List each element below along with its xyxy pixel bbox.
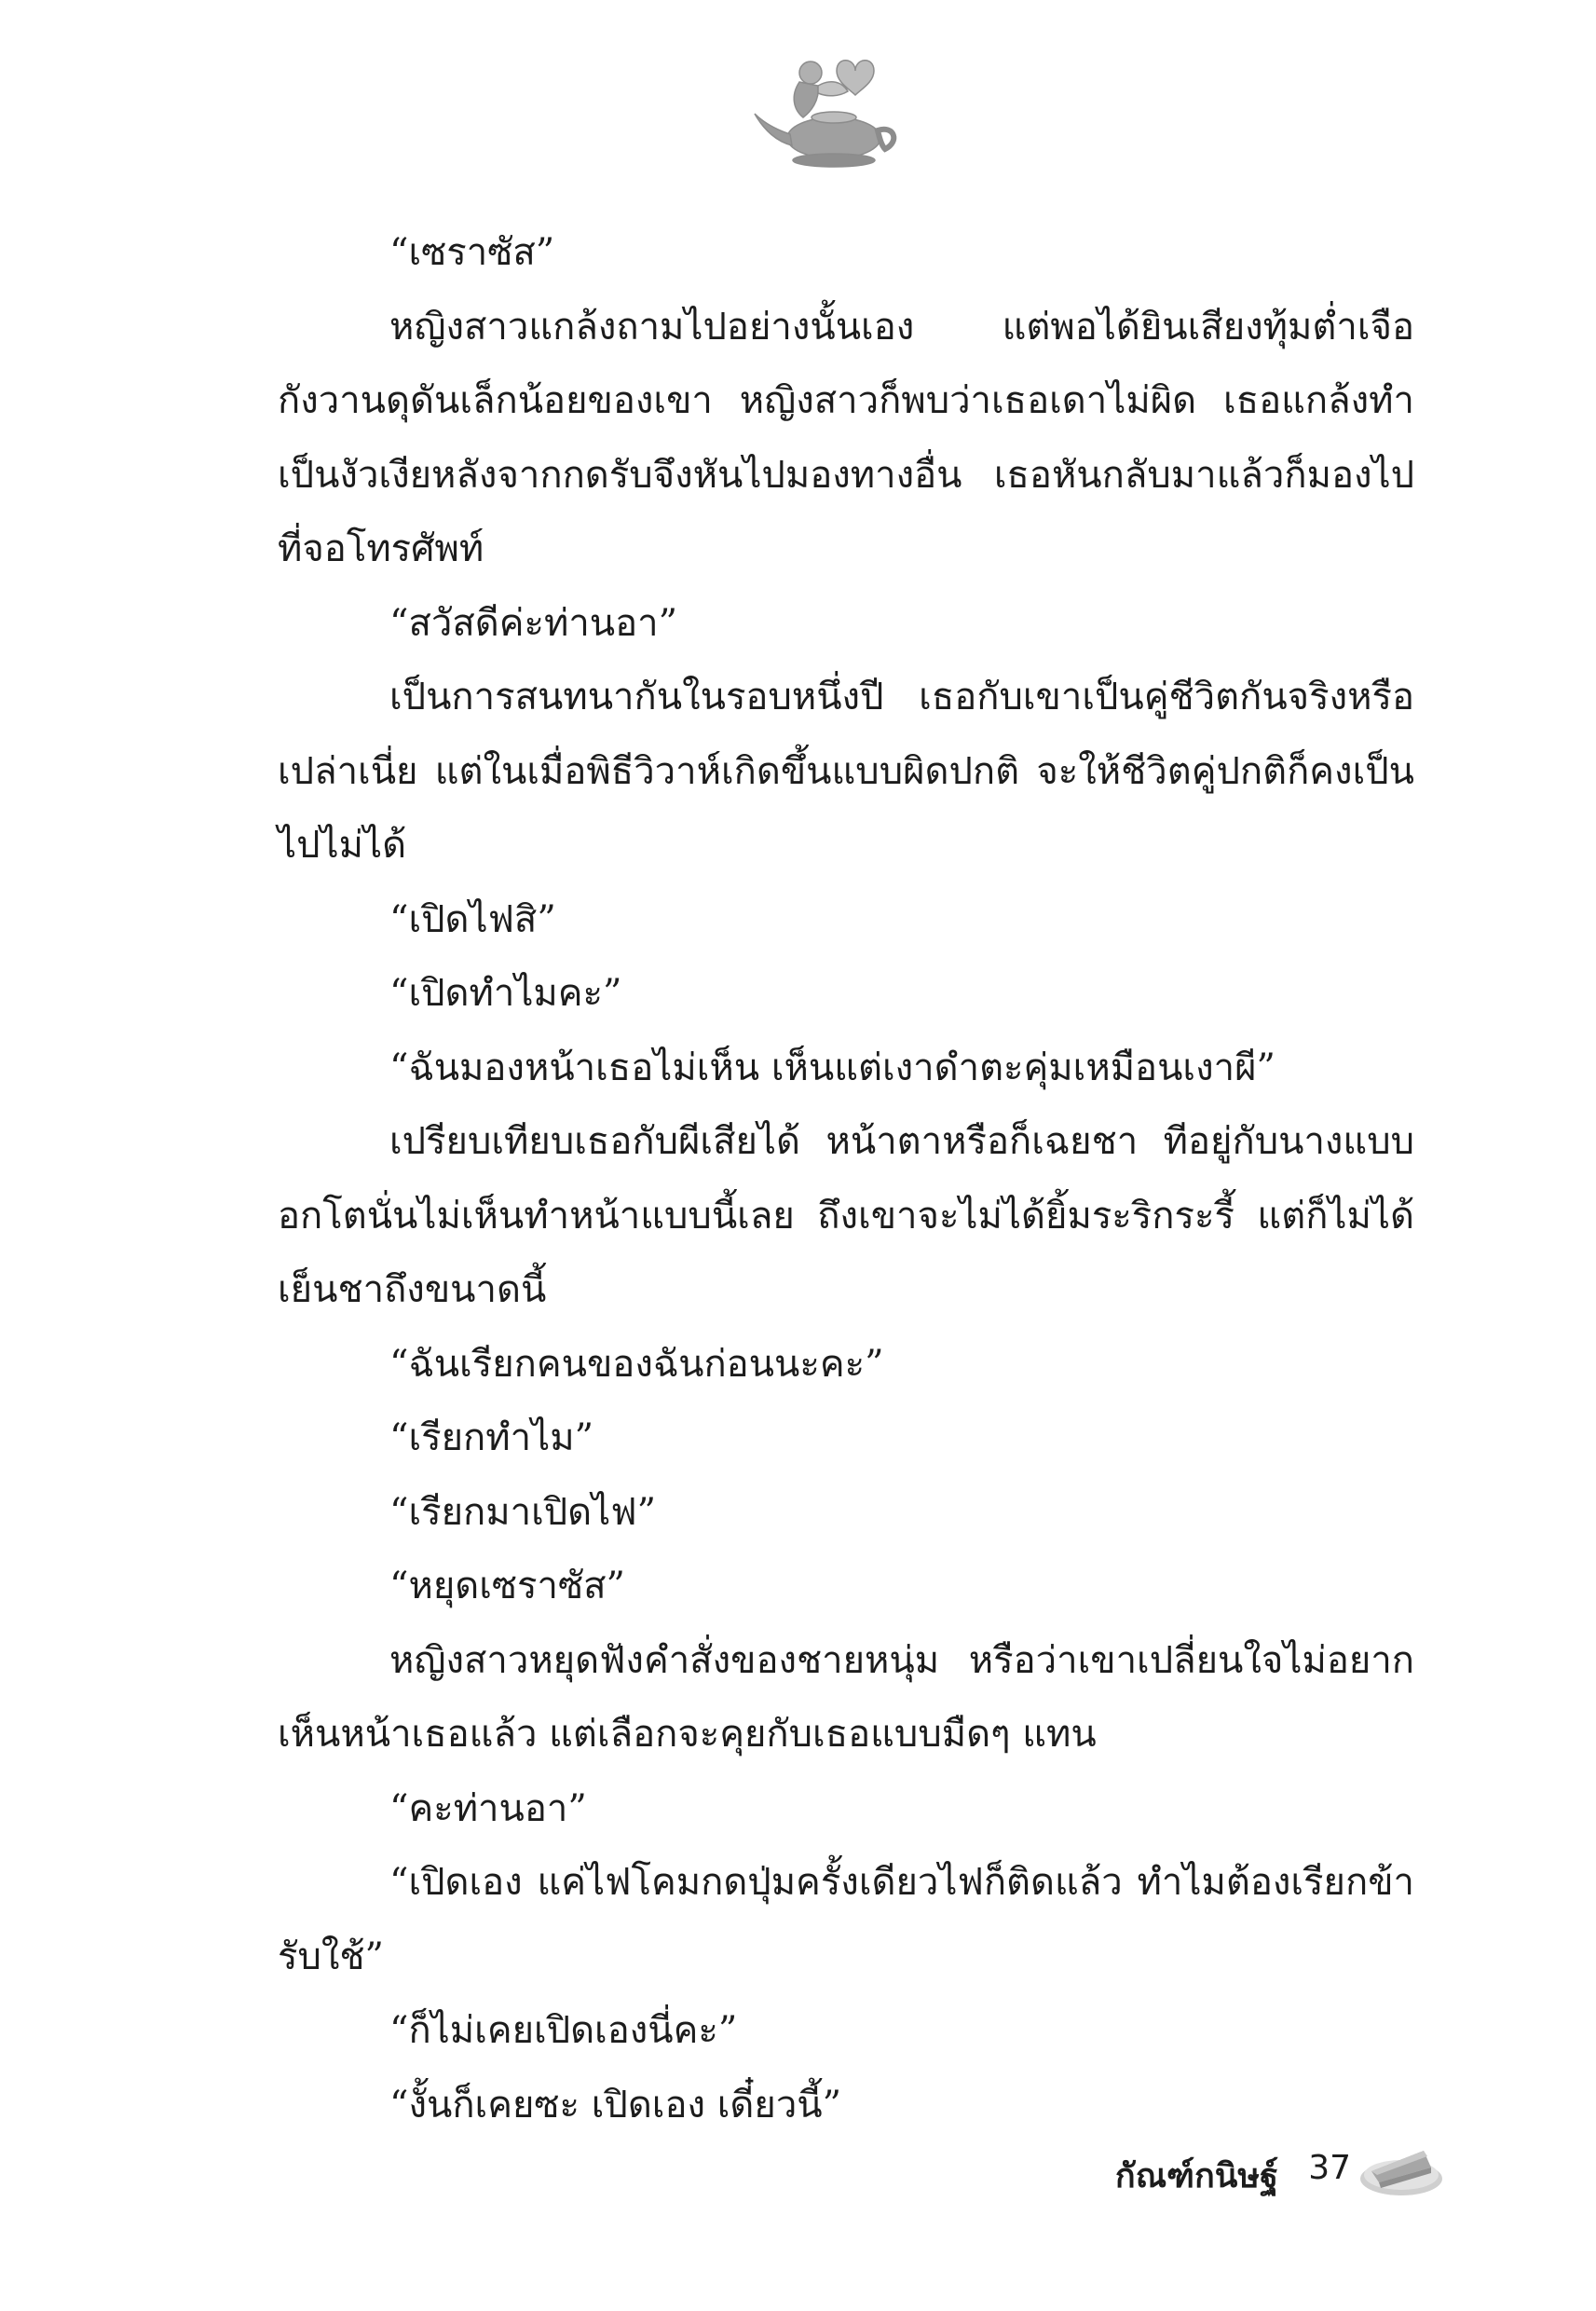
teapot-fairy-ornament-icon bbox=[745, 45, 908, 175]
dialogue-line: “หยุดเซราซัส” bbox=[389, 1565, 626, 1607]
narration-paragraph: เปรียบเทียบเธอกับผีเสียได้ หน้าตาหรือก็เฉยชา ทีอยู่กับนางแบบอกโตนั่นไม่เห็นทำหน้าแบบนี้เลย ถึงเขาจะไม่ได้ยิ้มระริกระรี้ แต่ก็ไม่ได้เย็นชาถึงขนาดนี้ bbox=[278, 1120, 1414, 1311]
book-title: กัณฑ์กนิษฐ์ bbox=[1114, 2157, 1278, 2195]
dialogue-line: “ฉันมองหน้าเธอไม่เห็น เห็นแต่เงาดำตะคุ่มเหมือนเงาผี” bbox=[389, 1046, 1275, 1089]
dialogue-line: “ฉันเรียกคนของฉันก่อนนะคะ” bbox=[389, 1342, 884, 1386]
story-text bbox=[278, 216, 1414, 2142]
narration-paragraph: หญิงสาวหยุดฟังคำสั่งของชายหนุ่ม หรือว่าเขาเปลี่ยนใจไม่อยากเห็นหน้าเธอแล้ว แต่เลือกจะคุยกับเธอแบบมืดๆ แทน bbox=[278, 1638, 1414, 1756]
dialogue-line: “เรียกมาเปิดไฟ” bbox=[389, 1490, 657, 1534]
dialogue-line: “สวัสดีค่ะท่านอา” bbox=[389, 601, 678, 645]
dialogue-line: “เปิดเอง แค่ไฟโคมกดปุ่มครั้งเดียวไฟก็ติดแล้ว ทำไมต้องเรียกข้ารับใช้” bbox=[278, 1861, 1414, 1978]
dialogue-line: “งั้นก็เคยซะ เปิดเอง เดี๋ยวนี้” bbox=[389, 2083, 842, 2126]
dialogue-line: “เปิดไฟสิ” bbox=[389, 897, 556, 941]
dialogue-line: “ก็ไม่เคยเปิดเองนี่คะ” bbox=[389, 2009, 738, 2052]
dialogue-line: “เรียกทำไม” bbox=[389, 1416, 594, 1459]
cake-slice-ornament-icon bbox=[1358, 2134, 1444, 2199]
dialogue-line: “เซราซัส” bbox=[389, 231, 555, 274]
narration-paragraph: หญิงสาวแกล้งถามไปอย่างนั้นเอง แต่พอได้ยินเสียงทุ้มต่ำเจือกังวานดุดันเล็กน้อยของเขา หญิงสาวก็พบว่าเธอเดาไม่ผิด เธอแกล้งทำเป็นงัวเงียหลังจากกดรับจึงหันไปมองทางอื่น เธอหันกลับมาแล้วก็มองไปที่จอโทรศัพท์ bbox=[278, 305, 1414, 570]
page-footer bbox=[1090, 2134, 1481, 2208]
page-number: 37 bbox=[1308, 2149, 1351, 2187]
dialogue-line: “คะท่านอา” bbox=[389, 1786, 587, 1830]
narration-paragraph: เป็นการสนทนากันในรอบหนึ่งปี เธอกับเขาเป็นคู่ชีวิตกันจริงหรือเปล่าเนี่ย แต่ในเมื่อพิธีวิวาห์เกิดขึ้นแบบผิดปกติ จะให้ชีวิตคู่ปกติก็คงเป็นไปไม่ได้ bbox=[278, 676, 1414, 867]
dialogue-line: “เปิดทำไมคะ” bbox=[389, 972, 622, 1015]
